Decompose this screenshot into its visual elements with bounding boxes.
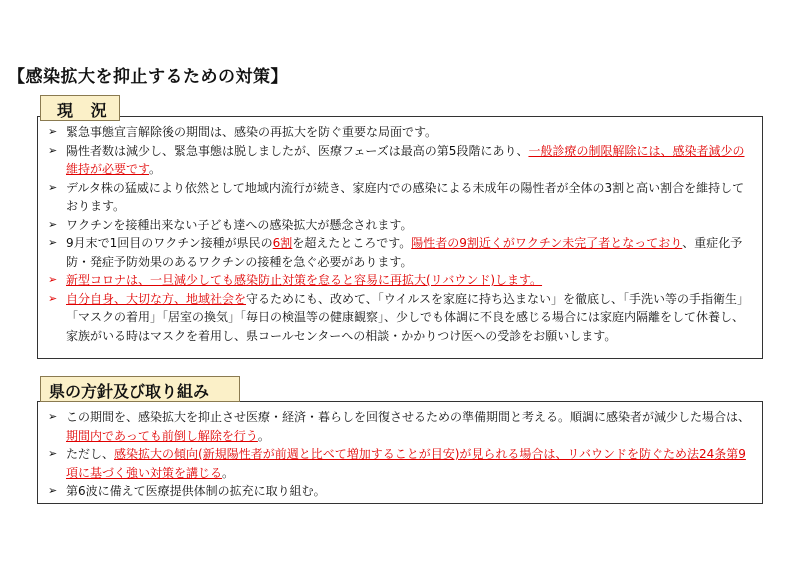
bullet-arrow-icon: ➢ <box>48 180 58 194</box>
bullet-arrow-icon: ➢ <box>48 236 58 249</box>
body-text: この期間を、感染拡大を抑止させ医療・経済・暮らしを回復させるための準備期間と考える。順調に感染者が減少した場合は、 <box>66 410 751 424</box>
list-item <box>46 271 754 290</box>
current-situation-box <box>37 116 763 359</box>
bullet-arrow-icon: ➢ <box>48 410 58 423</box>
bullet-arrow-icon: ➢ <box>48 125 58 138</box>
body-text: 。 <box>222 465 235 480</box>
body-text: を超えたところです。 <box>292 236 412 250</box>
body-text: ただし、 <box>66 447 115 461</box>
highlighted-text: 6割 <box>272 236 293 250</box>
prefecture-policy-box <box>37 401 763 504</box>
body-text: 。 <box>257 428 270 443</box>
list-item <box>46 445 754 482</box>
list-item <box>46 482 754 501</box>
body-text: ワクチンを接種出来ない子ども達への感染拡大が懸念されます。 <box>66 217 413 232</box>
list-item <box>46 234 754 271</box>
highlighted-text: 感染拡大の傾向(新規陽性者が前週と比べて増加することが目安)が見られる場合は、リバウンドを防ぐため法24条第9項に基づく強い対策を講じる <box>66 447 746 480</box>
bullet-arrow-icon: ➢ <box>48 447 58 460</box>
highlighted-text: 自分自身、大切な方、地域社会を <box>66 291 247 306</box>
body-text: 、重症化予防・発症予防効果のあるワクチンの接種を急ぐ必要があります。 <box>66 236 743 269</box>
body-text: 。 <box>149 162 162 176</box>
body-text: 第6波に備えて医療提供体制の拡充に取り組む。 <box>66 484 326 498</box>
current-situation-list <box>38 117 762 345</box>
bullet-arrow-icon: ➢ <box>48 273 58 286</box>
list-item <box>46 290 754 346</box>
body-text: 守るためにも、改めて、「ウイルスを家庭に持ち込まない」を徹底し、「手洗い等の手指衛生」「マスクの着用」「居室の換気」「毎日の検温等の健康観察」、少しでも体調に不良を感じる場合には家庭内隔離をして休養し、家族がいる時はマスクを着用し、県コールセンターへの相談・かかりつけ医への受診をお願いします。 <box>66 291 750 343</box>
highlighted-text: 陽性者の9割近くがワクチン未完了者となっており <box>411 236 683 250</box>
bullet-arrow-icon: ➢ <box>48 291 58 305</box>
list-item <box>46 142 754 179</box>
list-item <box>46 408 754 445</box>
list-item <box>46 179 754 216</box>
highlighted-text: 新型コロナは、一旦減少しても感染防止対策を怠ると容易に再拡大(リバウンド)します。 <box>66 273 543 287</box>
body-text: 緊急事態宣言解除後の期間は、感染の再拡大を防ぐ重要な局面です。 <box>66 125 438 139</box>
page-title: 【感染拡大を抑止するための対策】 <box>8 67 288 87</box>
bullet-arrow-icon: ➢ <box>48 143 58 157</box>
prefecture-policy-list <box>38 402 762 501</box>
body-text: 陽性者数は減少し、緊急事態は脱しましたが、医療フェーズは最高の第5段階にあり、 <box>66 143 529 158</box>
highlighted-text: 期間内であっても前倒し解除を行う <box>66 428 258 443</box>
body-text: デルタ株の猛威により依然として地域内流行が続き、家庭内での感染による未成年の陽性者が全体の3割と高い割合を維持しております。 <box>66 180 745 213</box>
body-text: 9月末で1回目のワクチン接種が県民の <box>66 236 273 250</box>
current-situation-heading: 現 況 <box>40 95 120 121</box>
bullet-arrow-icon: ➢ <box>48 484 58 497</box>
list-item <box>46 216 754 235</box>
list-item <box>46 123 754 142</box>
bullet-arrow-icon: ➢ <box>48 217 58 231</box>
highlighted-text: 一般診療の制限解除には、感染者減少の維持が必要です <box>66 143 745 176</box>
prefecture-policy-heading: 県の方針及び取り組み <box>40 376 240 402</box>
